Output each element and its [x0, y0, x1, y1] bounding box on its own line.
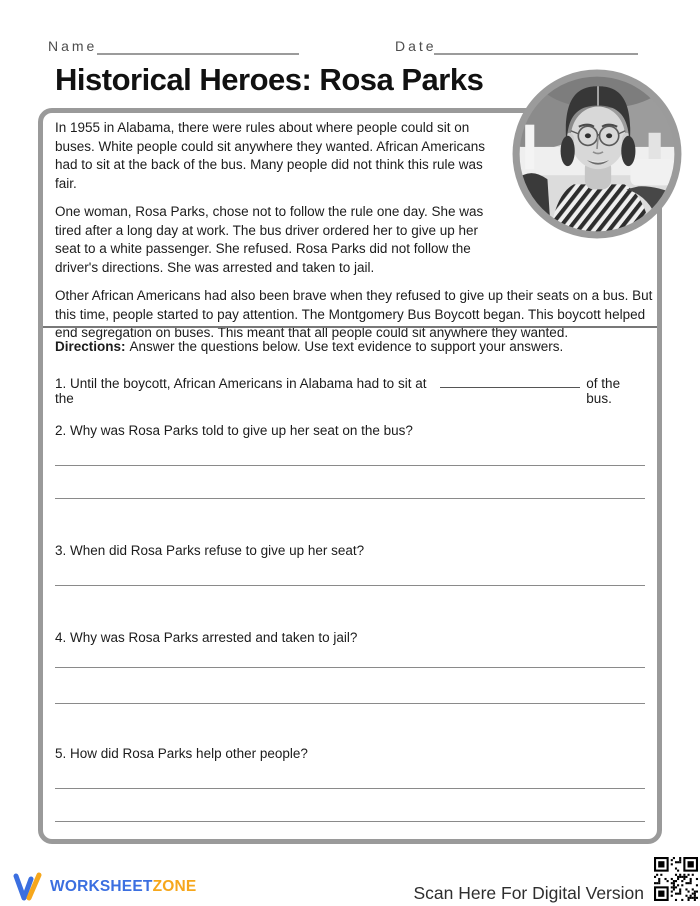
passage-paragraph-3: Other African Americans had also been brave when they refused to give up their seats on a bus. But this time, people started to pay attention. The Montgomery Bus Boycott began. This boycott helped end segregation on buses. This meant that all people could sit anywhere they wanted. — [55, 288, 653, 340]
rosa-parks-portrait-illustration — [509, 66, 685, 242]
rosa-parks-photo — [509, 66, 685, 242]
section-divider — [43, 326, 657, 328]
question-4: 4. Why was Rosa Parks arrested and taken to jail? — [55, 630, 358, 645]
question-3: 3. When did Rosa Parks refuse to give up her seat? — [55, 543, 365, 558]
brand-zone-text: ZONE — [152, 878, 197, 895]
question-1-text-after: of the bus. — [586, 376, 621, 406]
scan-here-label: Scan Here For Digital Version — [413, 883, 644, 903]
question-4-answer-line-2[interactable] — [55, 703, 645, 704]
question-5-answer-line-1[interactable] — [55, 788, 645, 789]
question-5: 5. How did Rosa Parks help other people? — [55, 746, 308, 761]
question-4-answer-line-1[interactable] — [55, 667, 645, 668]
question-1 — [55, 375, 647, 406]
question-2-answer-line-1[interactable] — [55, 465, 645, 466]
question-1-text: 1. Until the boycott, African Americans in Alabama had to sit at the — [55, 376, 427, 406]
question-1-answer-blank[interactable] — [440, 375, 580, 388]
date-label: Date — [395, 38, 437, 54]
directions — [55, 339, 647, 354]
worksheetzone-logo-icon — [12, 871, 44, 903]
directions-label: Directions: — [55, 339, 126, 354]
name-input-line[interactable] — [97, 53, 299, 55]
date-input-line[interactable] — [434, 53, 638, 55]
passage-paragraph-1: In 1955 in Alabama, there were rules about where people could sit on buses. White people could sit anywhere they wanted. African Americans had to sit at the back of the bus. Many people did not think this rule was fair. — [55, 120, 485, 191]
brand-worksheet-text: WORKSHEET — [50, 878, 153, 895]
qr-code — [654, 857, 698, 901]
question-2-answer-line-2[interactable] — [55, 498, 645, 499]
worksheetzone-wordmark — [50, 878, 196, 896]
directions-text: Answer the questions below. Use text evidence to support your answers. — [129, 339, 564, 354]
passage-paragraph-2: One woman, Rosa Parks, chose not to follow the rule one day. She was tired after a long day at work. The bus driver ordered her to give up her seat to a white passenger. She refused. Rosa Parks did not follow the driver's directions. She was arrested and taken to jail. — [55, 204, 484, 275]
question-5-answer-line-2[interactable] — [55, 821, 645, 822]
name-label: Name — [48, 38, 98, 54]
worksheetzone-logo — [12, 871, 196, 903]
question-3-answer-line-1[interactable] — [55, 585, 645, 586]
question-2: 2. Why was Rosa Parks told to give up her seat on the bus? — [55, 423, 413, 438]
page-title: Historical Heroes: Rosa Parks — [55, 62, 484, 97]
